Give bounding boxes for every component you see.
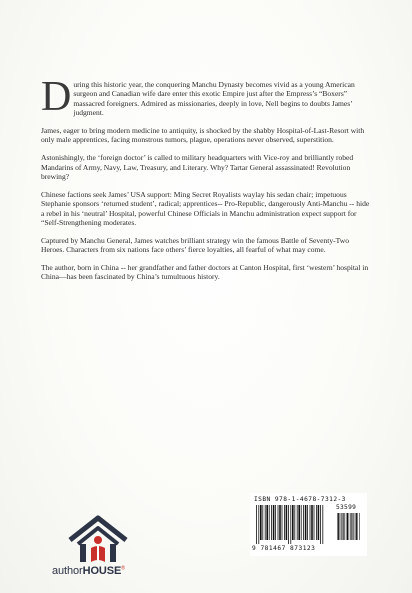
blurb-paragraph-5: Captured by Manchu General, James watches brilliant strategy win the famous Battle of Seventy-Two Heroes. Characters from six nations face others’ fierce loyalties, all fearful of what may come. bbox=[41, 235, 349, 255]
isbn-barcode bbox=[250, 493, 367, 556]
blurb-paragraph-4: Chinese factions seek James’ USA support: Ming Secret Royalists waylay his sedan chair; impetuous Stephanie sponsors ‘returned student’, radical; apprentices-- Pro-Republic, dangerously Anti-Manchu -- hide a rebel in his ‘neutral’ Hospital, powerful Chinese Officials in Manchu administration expect support for “Self-Strengthening moderates. bbox=[41, 189, 370, 227]
ean-barcode-bars bbox=[256, 505, 332, 544]
price-addon-digits: 53599 bbox=[336, 504, 357, 511]
blurb-paragraph-1-text: uring this historic year, the conquering Manchu Dynasty becomes vivid as a young American surgeon and Canadian wife dare enter this exotic Empire just after the Empress’s “Boxers” massacred foreigners. Admired as missionaries, deeply in love, Nell begins to doubts James’ judgment. bbox=[73, 80, 355, 118]
publisher-name bbox=[52, 565, 125, 577]
isbn-label: ISBN 978-1-4678-7312-3 bbox=[254, 496, 346, 503]
back-cover-blurb bbox=[41, 74, 373, 290]
drop-cap: D bbox=[41, 74, 72, 120]
authorhouse-logo-icon bbox=[62, 514, 134, 572]
house-logo-mark-icon bbox=[62, 514, 134, 572]
ean-digits: 9 781467 873123 bbox=[252, 545, 316, 552]
registered-mark: ® bbox=[121, 565, 125, 572]
publisher-name-author: author bbox=[52, 565, 83, 577]
blurb-paragraph-2: James, eager to bring modern medicine to antiquity, is shocked by the shabby Hospital-of-Last-Resort with only male apprentices, facing monstrous tumors, plague, operations never observed, superstition. bbox=[41, 125, 365, 145]
blurb-paragraph-3: Astonishingly, the ‘foreign doctor’ is called to military headquarters with Vice-roy and brilliantly robed Mandarins of Army, Navy, Law, Treasury, and Literary. Why? Tartar General assassinated! Revolution brewing? bbox=[41, 153, 354, 181]
blurb-paragraph-6: The author, born in China -- her grandfather and father doctors at Canton Hospital, first ‘western’ hospital in China—has been fascinated by China’s tumultuous history. bbox=[41, 263, 369, 282]
blurb-paragraph-1 bbox=[41, 74, 373, 120]
addon-barcode-bars bbox=[337, 513, 363, 544]
publisher-name-house: HOUSE bbox=[82, 565, 122, 577]
